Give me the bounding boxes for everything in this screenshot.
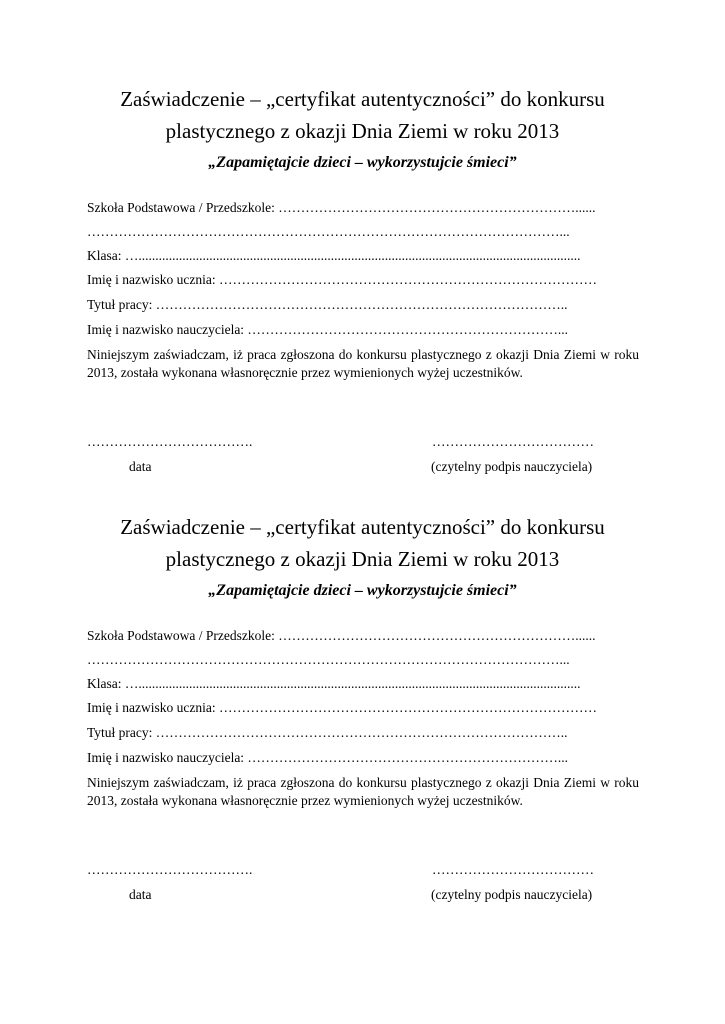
certificate-1 <box>0 0 725 474</box>
certificate-title-line-1: Zaświadczenie – „certyfikat autentyczności” do konkursu <box>120 515 605 539</box>
class-field: Klasa: …................................................................................................................................... <box>87 248 581 263</box>
certificate-title-line-2: plastycznego z okazji Dnia Ziemi w roku 2013 <box>165 119 560 143</box>
contest-motto: „Zapamiętajcie dzieci – wykorzystujcie śmieci” <box>208 154 517 171</box>
school-field-continued: ……………………………………………………………………………………………... <box>87 224 570 239</box>
certificate-2 <box>0 428 725 902</box>
teacher-name-field: Imię i nazwisko nauczyciela: ……………………………………………………………... <box>87 322 569 337</box>
student-name-field: Imię i nazwisko ucznia: ………………………………………………………………………… <box>87 700 597 715</box>
school-field: Szkoła Podstawowa / Przedszkole: …………………………………………………………...... <box>87 628 596 643</box>
date-signature-line: ………………………………. <box>87 434 253 449</box>
teacher-signature-label: (czytelny podpis nauczyciela) <box>431 887 593 902</box>
date-label: data <box>129 459 152 474</box>
work-title-field: Tytuł pracy: ……………………………………………………………………………….. <box>87 297 568 312</box>
teacher-signature-label: (czytelny podpis nauczyciela) <box>431 459 593 474</box>
certificate-title-line-1: Zaświadczenie – „certyfikat autentyczności” do konkursu <box>120 87 605 111</box>
work-title-field: Tytuł pracy: ……………………………………………………………………………….. <box>87 725 568 740</box>
authenticity-statement: Niniejszym zaświadczam, iż praca zgłoszona do konkursu plastycznego z okazji Dnia Ziemi w roku 2013, została wykonana własnoręcznie przez wymienionych wyżej uczestników. <box>87 347 639 380</box>
teacher-signature-line: ……………………………… <box>432 434 594 449</box>
contest-motto: „Zapamiętajcie dzieci – wykorzystujcie śmieci” <box>208 582 517 599</box>
certificate-title-line-2: plastycznego z okazji Dnia Ziemi w roku 2013 <box>165 547 560 571</box>
school-field-continued: ……………………………………………………………………………………………... <box>87 652 570 667</box>
school-field: Szkoła Podstawowa / Przedszkole: …………………………………………………………...... <box>87 200 596 215</box>
teacher-name-field: Imię i nazwisko nauczyciela: ……………………………………………………………... <box>87 750 569 765</box>
date-signature-line: ………………………………. <box>87 862 253 877</box>
date-label: data <box>129 887 152 902</box>
student-name-field: Imię i nazwisko ucznia: ………………………………………………………………………… <box>87 272 597 287</box>
teacher-signature-line: ……………………………… <box>432 862 594 877</box>
class-field: Klasa: …................................................................................................................................... <box>87 676 581 691</box>
authenticity-statement: Niniejszym zaświadczam, iż praca zgłoszona do konkursu plastycznego z okazji Dnia Ziemi w roku 2013, została wykonana własnoręcznie przez wymienionych wyżej uczestników. <box>87 775 639 808</box>
